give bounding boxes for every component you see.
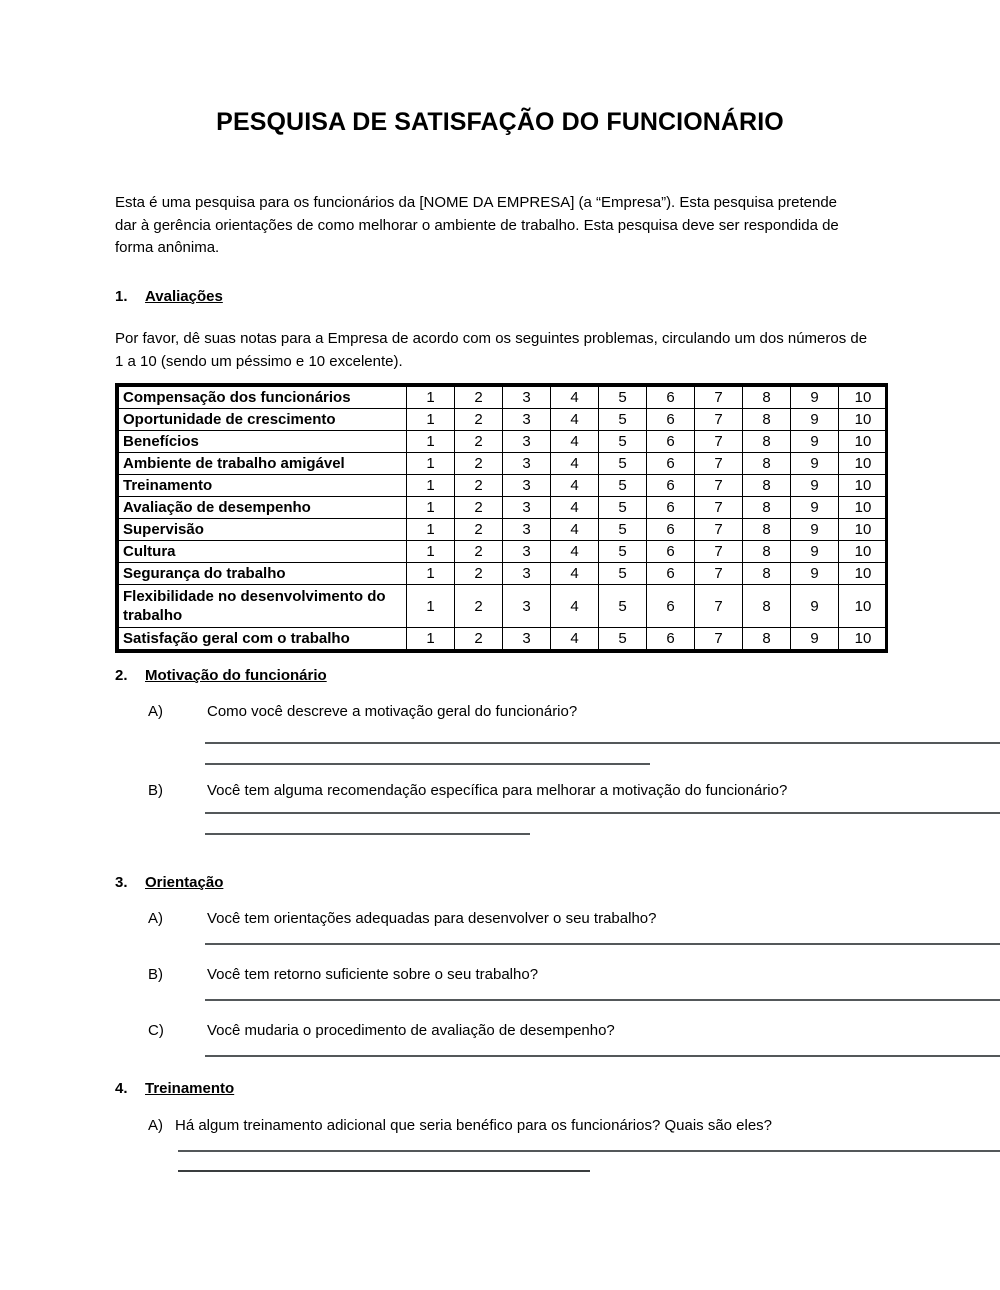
rating-option-8[interactable]: 8	[743, 563, 791, 585]
question-tag: A)	[148, 910, 163, 927]
question-2a	[148, 703, 998, 723]
rating-option-7[interactable]: 7	[695, 497, 743, 519]
ratings-instruction: Por favor, dê suas notas para a Empresa de acordo com os seguintes problemas, circulando um dos números de 1 a 10 (sendo um péssimo e 10 excelente).	[115, 330, 868, 370]
rating-option-7[interactable]: 7	[695, 628, 743, 650]
rating-option-10[interactable]: 10	[839, 475, 888, 497]
rating-option-3[interactable]: 3	[503, 628, 551, 650]
rating-option-3[interactable]: 3	[503, 387, 551, 409]
rating-option-10[interactable]: 10	[839, 497, 888, 519]
rating-option-9[interactable]: 9	[791, 541, 839, 563]
answer-line-3c[interactable]	[205, 1055, 1000, 1057]
question-tag: B)	[148, 782, 163, 799]
section-heading-2	[115, 667, 327, 684]
rating-option-1[interactable]: 1	[407, 563, 455, 585]
table-row	[119, 541, 888, 563]
rating-option-6[interactable]: 6	[647, 497, 695, 519]
rating-option-7[interactable]: 7	[695, 431, 743, 453]
intro-paragraph: Esta é uma pesquisa para os funcionários da [NOME DA EMPRESA] (a “Empresa”). Esta pesquisa pretende dar à gerência orientações de como melhorar o ambiente de trabalho. Esta pesquisa deve ser respondida de forma anônima.	[115, 194, 839, 256]
rating-option-3[interactable]: 3	[503, 431, 551, 453]
rating-option-6[interactable]: 6	[647, 409, 695, 431]
rating-option-2[interactable]: 2	[455, 431, 503, 453]
rating-option-5[interactable]: 5	[599, 628, 647, 650]
rating-row-label: Compensação dos funcionários	[119, 387, 407, 409]
rating-option-2[interactable]: 2	[455, 585, 503, 628]
rating-option-4[interactable]: 4	[551, 541, 599, 563]
answer-line-4a-2[interactable]	[178, 1170, 590, 1172]
rating-option-7[interactable]: 7	[695, 409, 743, 431]
answer-line-4a-1[interactable]	[178, 1150, 1000, 1152]
rating-row-label: Supervisão	[119, 519, 407, 541]
question-3c	[148, 1022, 998, 1042]
rating-option-1[interactable]: 1	[407, 541, 455, 563]
rating-option-4[interactable]: 4	[551, 387, 599, 409]
page-title: PESQUISA DE SATISFAÇÃO DO FUNCIONÁRIO	[216, 108, 784, 136]
rating-option-9[interactable]: 9	[791, 409, 839, 431]
rating-option-7[interactable]: 7	[695, 563, 743, 585]
rating-row-label: Segurança do trabalho	[119, 563, 407, 585]
question-2b	[148, 782, 998, 802]
rating-option-5[interactable]: 5	[599, 563, 647, 585]
rating-option-7[interactable]: 7	[695, 475, 743, 497]
table-row	[119, 453, 888, 475]
rating-option-1[interactable]: 1	[407, 387, 455, 409]
rating-row-label: Oportunidade de crescimento	[119, 409, 407, 431]
rating-option-10[interactable]: 10	[839, 541, 888, 563]
rating-option-9[interactable]: 9	[791, 475, 839, 497]
rating-option-9[interactable]: 9	[791, 628, 839, 650]
rating-option-10[interactable]: 10	[839, 453, 888, 475]
rating-option-5[interactable]: 5	[599, 453, 647, 475]
rating-option-1[interactable]: 1	[407, 431, 455, 453]
section-number: 1.	[115, 288, 128, 305]
rating-option-5[interactable]: 5	[599, 519, 647, 541]
table-row	[119, 431, 888, 453]
rating-option-6[interactable]: 6	[647, 519, 695, 541]
rating-option-1[interactable]: 1	[407, 628, 455, 650]
rating-option-8[interactable]: 8	[743, 453, 791, 475]
ratings-table	[118, 386, 888, 650]
rating-option-2[interactable]: 2	[455, 541, 503, 563]
section-heading-3	[115, 874, 223, 891]
rating-option-9[interactable]: 9	[791, 431, 839, 453]
rating-option-2[interactable]: 2	[455, 475, 503, 497]
rating-row-label: Treinamento	[119, 475, 407, 497]
question-text: Você tem alguma recomendação específica para melhorar a motivação do funcionário?	[207, 782, 788, 799]
rating-row-label: Ambiente de trabalho amigável	[119, 453, 407, 475]
rating-option-8[interactable]: 8	[743, 585, 791, 628]
table-row	[119, 387, 888, 409]
answer-line-2b-2[interactable]	[205, 833, 530, 835]
ratings-table-wrapper	[115, 383, 888, 653]
rating-option-1[interactable]: 1	[407, 497, 455, 519]
rating-option-4[interactable]: 4	[551, 497, 599, 519]
rating-option-6[interactable]: 6	[647, 628, 695, 650]
rating-row-label: Flexibilidade no desenvolvimento do trabalho	[119, 585, 407, 628]
answer-line-3a[interactable]	[205, 943, 1000, 945]
question-text: Você tem retorno suficiente sobre o seu trabalho?	[207, 966, 539, 983]
rating-option-4[interactable]: 4	[551, 585, 599, 628]
rating-option-3[interactable]: 3	[503, 497, 551, 519]
table-row	[119, 519, 888, 541]
question-text: Há algum treinamento adicional que seria benéfico para os funcionários? Quais são eles?	[175, 1117, 773, 1134]
section-number: 4.	[115, 1080, 128, 1097]
rating-option-4[interactable]: 4	[551, 453, 599, 475]
rating-option-10[interactable]: 10	[839, 431, 888, 453]
rating-option-1[interactable]: 1	[407, 519, 455, 541]
rating-option-10[interactable]: 10	[839, 409, 888, 431]
rating-option-3[interactable]: 3	[503, 475, 551, 497]
rating-option-10[interactable]: 10	[839, 585, 888, 628]
rating-row-label: Benefícios	[119, 431, 407, 453]
rating-option-7[interactable]: 7	[695, 387, 743, 409]
rating-option-6[interactable]: 6	[647, 387, 695, 409]
section-title: Orientação	[145, 874, 224, 891]
rating-option-2[interactable]: 2	[455, 563, 503, 585]
table-row	[119, 628, 888, 650]
rating-option-6[interactable]: 6	[647, 585, 695, 628]
ratings-table-body	[119, 387, 888, 650]
rating-row-label: Satisfação geral com o trabalho	[119, 628, 407, 650]
section-number: 2.	[115, 667, 128, 684]
rating-option-5[interactable]: 5	[599, 541, 647, 563]
rating-option-8[interactable]: 8	[743, 409, 791, 431]
answer-line-2b-1[interactable]	[205, 812, 1000, 814]
rating-option-3[interactable]: 3	[503, 541, 551, 563]
question-tag: B)	[148, 966, 163, 983]
rating-option-7[interactable]: 7	[695, 541, 743, 563]
rating-option-6[interactable]: 6	[647, 431, 695, 453]
rating-option-3[interactable]: 3	[503, 519, 551, 541]
rating-option-5[interactable]: 5	[599, 585, 647, 628]
rating-row-label: Avaliação de desempenho	[119, 497, 407, 519]
rating-option-4[interactable]: 4	[551, 475, 599, 497]
rating-option-6[interactable]: 6	[647, 563, 695, 585]
question-text: Você tem orientações adequadas para desenvolver o seu trabalho?	[207, 910, 657, 927]
answer-line-2a-2[interactable]	[205, 763, 650, 765]
rating-option-8[interactable]: 8	[743, 475, 791, 497]
rating-option-3[interactable]: 3	[503, 409, 551, 431]
section-heading-4	[115, 1080, 234, 1097]
rating-option-5[interactable]: 5	[599, 409, 647, 431]
rating-option-1[interactable]: 1	[407, 475, 455, 497]
rating-option-3[interactable]: 3	[503, 453, 551, 475]
rating-option-4[interactable]: 4	[551, 519, 599, 541]
rating-option-7[interactable]: 7	[695, 585, 743, 628]
question-tag: A)	[148, 1117, 163, 1134]
section-heading-1	[115, 288, 223, 305]
rating-option-10[interactable]: 10	[839, 519, 888, 541]
rating-option-9[interactable]: 9	[791, 453, 839, 475]
rating-option-3[interactable]: 3	[503, 585, 551, 628]
rating-option-9[interactable]: 9	[791, 585, 839, 628]
rating-option-5[interactable]: 5	[599, 475, 647, 497]
answer-line-2a-1[interactable]	[205, 742, 1000, 744]
question-3b	[148, 966, 998, 986]
rating-option-7[interactable]: 7	[695, 519, 743, 541]
answer-line-3b[interactable]	[205, 999, 1000, 1001]
rating-option-1[interactable]: 1	[407, 409, 455, 431]
rating-option-4[interactable]: 4	[551, 409, 599, 431]
rating-option-9[interactable]: 9	[791, 387, 839, 409]
rating-option-10[interactable]: 10	[839, 628, 888, 650]
rating-option-6[interactable]: 6	[647, 453, 695, 475]
rating-option-1[interactable]: 1	[407, 585, 455, 628]
rating-option-3[interactable]: 3	[503, 563, 551, 585]
section-title: Avaliações	[145, 288, 223, 305]
rating-option-4[interactable]: 4	[551, 628, 599, 650]
rating-option-5[interactable]: 5	[599, 497, 647, 519]
rating-option-2[interactable]: 2	[455, 497, 503, 519]
rating-option-8[interactable]: 8	[743, 519, 791, 541]
section-number: 3.	[115, 874, 128, 891]
rating-option-8[interactable]: 8	[743, 387, 791, 409]
question-text: Você mudaria o procedimento de avaliação de desempenho?	[207, 1022, 615, 1039]
rating-option-9[interactable]: 9	[791, 519, 839, 541]
rating-option-2[interactable]: 2	[455, 387, 503, 409]
rating-option-6[interactable]: 6	[647, 541, 695, 563]
section-title: Treinamento	[145, 1080, 235, 1097]
table-row	[119, 409, 888, 431]
table-row	[119, 585, 888, 628]
rating-option-8[interactable]: 8	[743, 431, 791, 453]
question-3a	[148, 910, 998, 930]
question-text: Como você descreve a motivação geral do funcionário?	[207, 703, 578, 720]
rating-option-6[interactable]: 6	[647, 475, 695, 497]
question-tag: A)	[148, 703, 163, 720]
question-4a	[148, 1117, 998, 1137]
rating-option-5[interactable]: 5	[599, 431, 647, 453]
rating-option-1[interactable]: 1	[407, 453, 455, 475]
table-row	[119, 563, 888, 585]
rating-option-2[interactable]: 2	[455, 453, 503, 475]
rating-option-8[interactable]: 8	[743, 628, 791, 650]
rating-option-10[interactable]: 10	[839, 387, 888, 409]
rating-row-label: Cultura	[119, 541, 407, 563]
rating-option-9[interactable]: 9	[791, 563, 839, 585]
rating-option-8[interactable]: 8	[743, 541, 791, 563]
rating-option-10[interactable]: 10	[839, 563, 888, 585]
rating-option-5[interactable]: 5	[599, 387, 647, 409]
table-row	[119, 475, 888, 497]
rating-option-2[interactable]: 2	[455, 409, 503, 431]
table-row	[119, 497, 888, 519]
rating-option-9[interactable]: 9	[791, 497, 839, 519]
rating-option-4[interactable]: 4	[551, 563, 599, 585]
section-title: Motivação do funcionário	[145, 667, 327, 684]
question-tag: C)	[148, 1022, 164, 1039]
rating-option-2[interactable]: 2	[455, 519, 503, 541]
rating-option-2[interactable]: 2	[455, 628, 503, 650]
rating-option-7[interactable]: 7	[695, 453, 743, 475]
rating-option-8[interactable]: 8	[743, 497, 791, 519]
rating-option-4[interactable]: 4	[551, 431, 599, 453]
